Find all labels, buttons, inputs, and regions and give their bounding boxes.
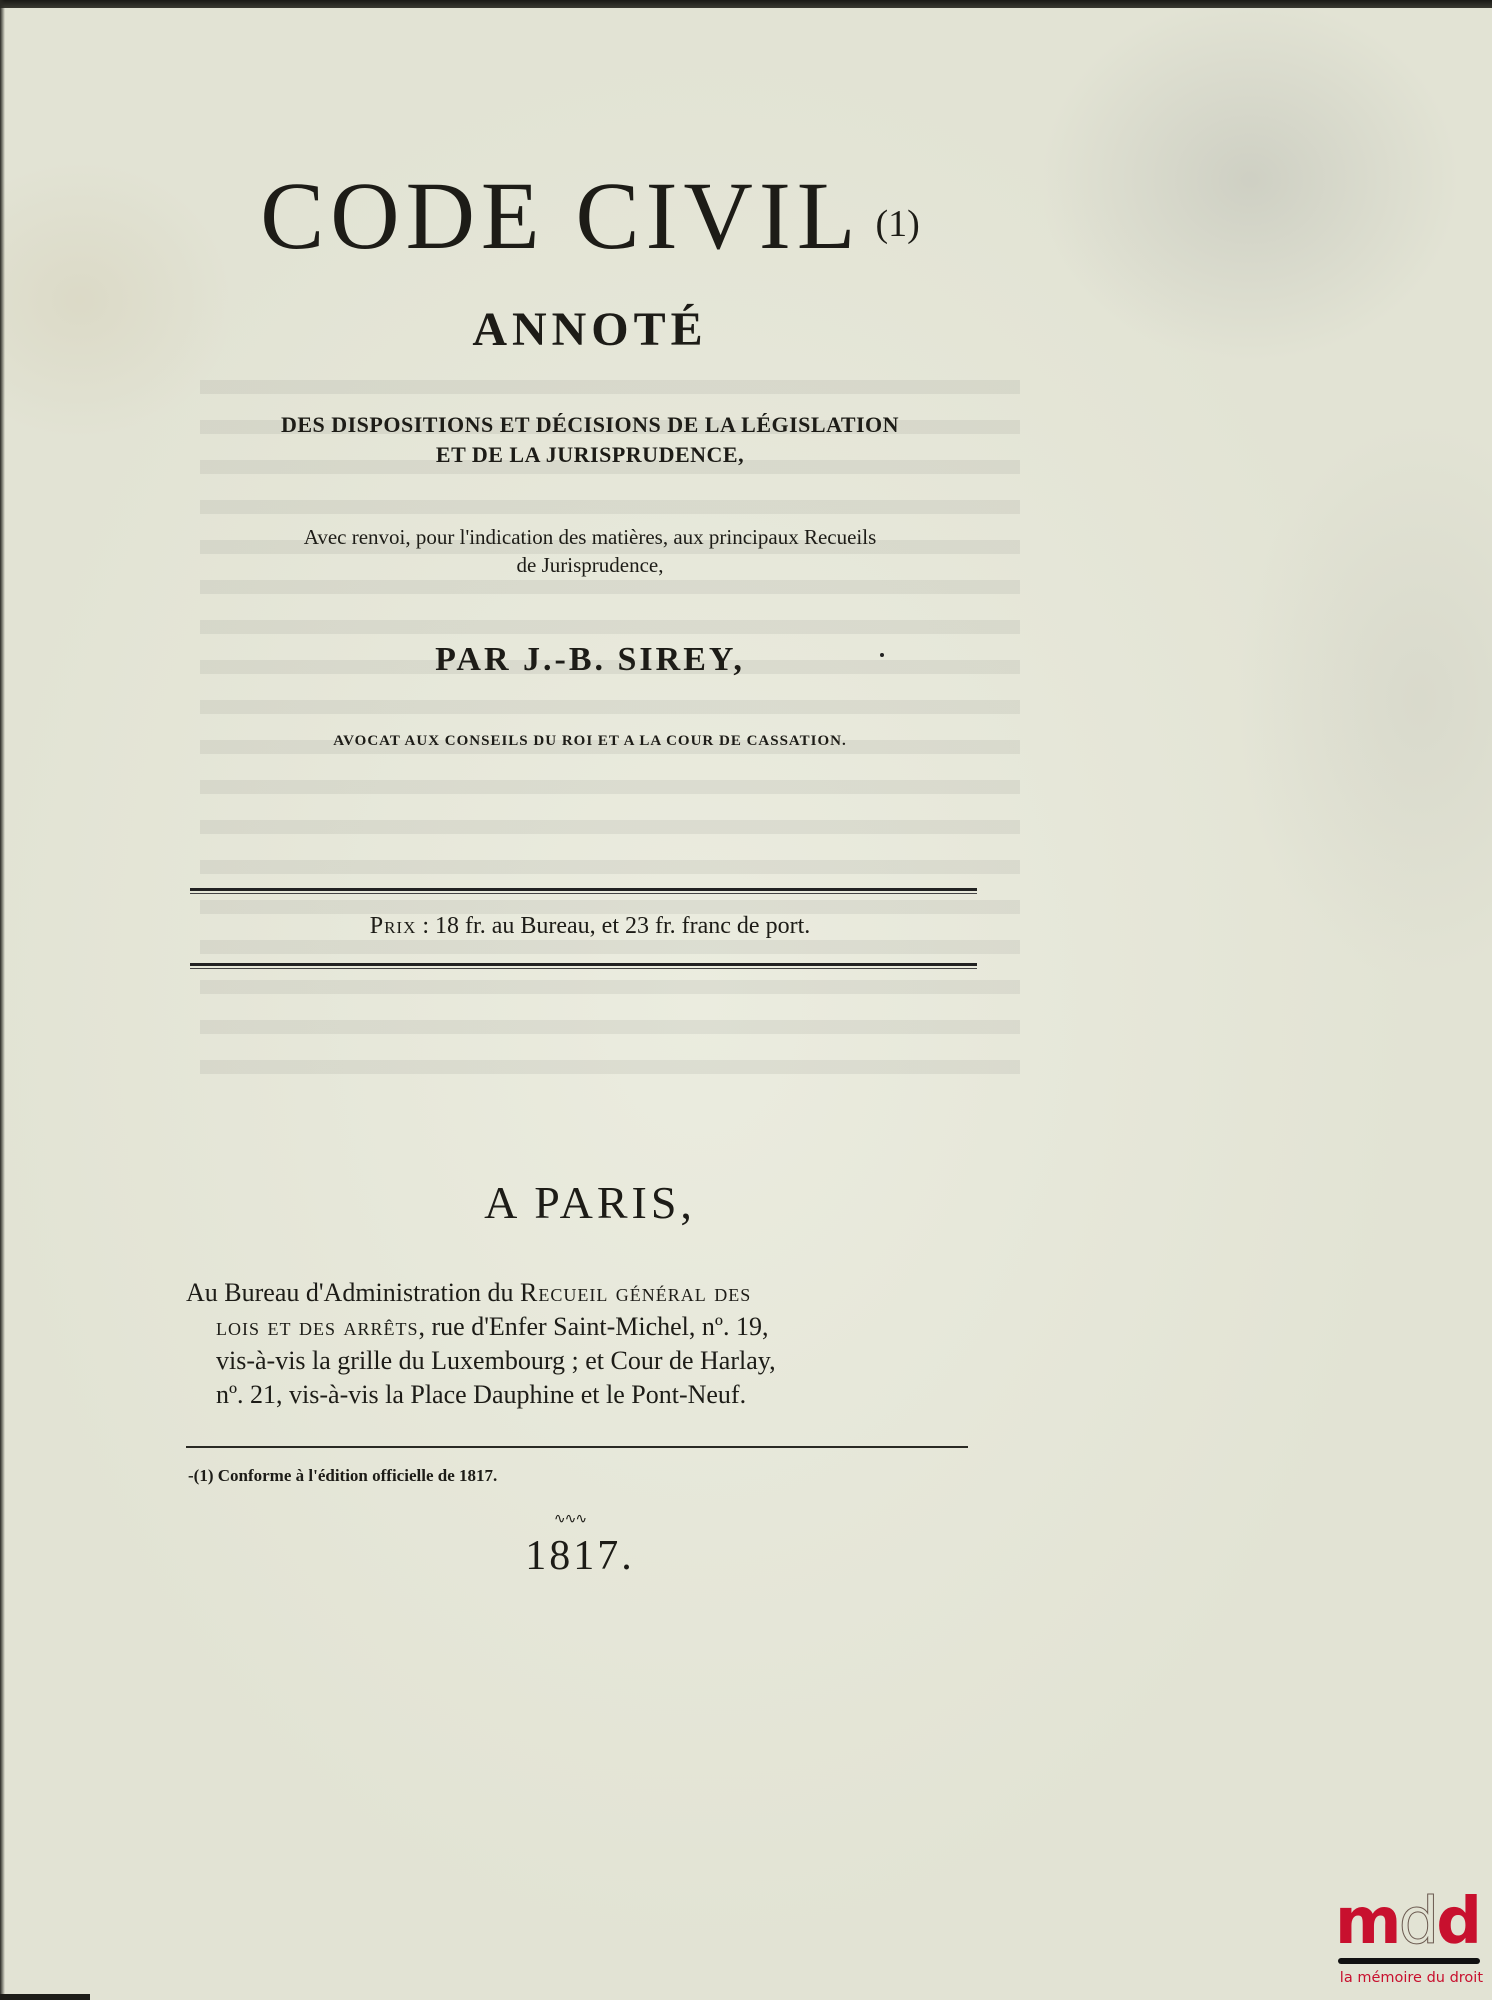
document-subtitle: ANNOTÉ <box>472 303 708 356</box>
page-bottom-edge <box>0 1994 90 2000</box>
logo-tagline: la mémoire du droit <box>1339 1970 1483 1986</box>
description-line: ET DE LA JURISPRUDENCE, <box>435 442 745 467</box>
price-text: : 18 fr. au Bureau, et 23 fr. franc de port. <box>416 913 811 939</box>
title-text: CODE CIVIL <box>260 162 862 269</box>
renvoi-note <box>180 523 1000 579</box>
publication-name: lois et des arrêts <box>216 1312 419 1341</box>
author-name: PAR J.-B. SIREY, <box>435 641 745 678</box>
address-text: Au Bureau d'Administration du <box>186 1278 520 1307</box>
logo-letter: d <box>1398 1885 1437 1959</box>
title-footnote-reference: (1) <box>875 203 920 245</box>
double-rule-top <box>190 888 977 894</box>
address-text: , rue d'Enfer Saint-Michel, nº. 19, <box>418 1312 769 1341</box>
publication-name: Recueil général des <box>519 1278 752 1307</box>
renvoi-line: Avec renvoi, pour l'indication des matières, aux principaux Recueils <box>303 525 877 549</box>
page-left-edge <box>0 0 5 2000</box>
double-rule-bottom <box>190 963 977 969</box>
logo-letter: d <box>1436 1885 1479 1959</box>
address-line: nº. 21, vis-à-vis la Place Dauphine et le Pont-Neuf. <box>216 1380 747 1409</box>
logo-letter: m <box>1334 1885 1399 1959</box>
author-role: AVOCAT AUX CONSEILS DU ROI ET A LA COUR DE CASSATION. <box>333 733 847 749</box>
show-through-text <box>200 380 1020 1080</box>
mdd-logo <box>1333 1885 1483 1986</box>
mdd-logo-mark <box>1333 1885 1483 1959</box>
page-top-edge <box>0 0 1492 8</box>
publication-year: 1817. <box>525 1533 635 1579</box>
publisher-address <box>186 1276 986 1412</box>
footnote: -(1) Conforme à l'édition officielle de 1817. <box>188 1466 498 1485</box>
renvoi-line: de Jurisprudence, <box>516 553 664 577</box>
address-line <box>186 1276 986 1310</box>
address-line: vis-à-vis la grille du Luxembourg ; et Cour de Harlay, <box>216 1346 776 1375</box>
ornament-icon: ∿∿∿ <box>553 1512 587 1527</box>
description <box>180 410 1000 470</box>
publication-city: A PARIS, <box>484 1177 696 1228</box>
price-line <box>180 912 1000 941</box>
address-line <box>186 1310 986 1344</box>
description-line: DES DISPOSITIONS ET DÉCISIONS DE LA LÉGISLATION <box>280 412 900 437</box>
ink-dot <box>880 653 884 657</box>
price-label: Prix <box>369 913 417 939</box>
footnote-rule <box>186 1446 968 1448</box>
document-title <box>180 162 1000 269</box>
